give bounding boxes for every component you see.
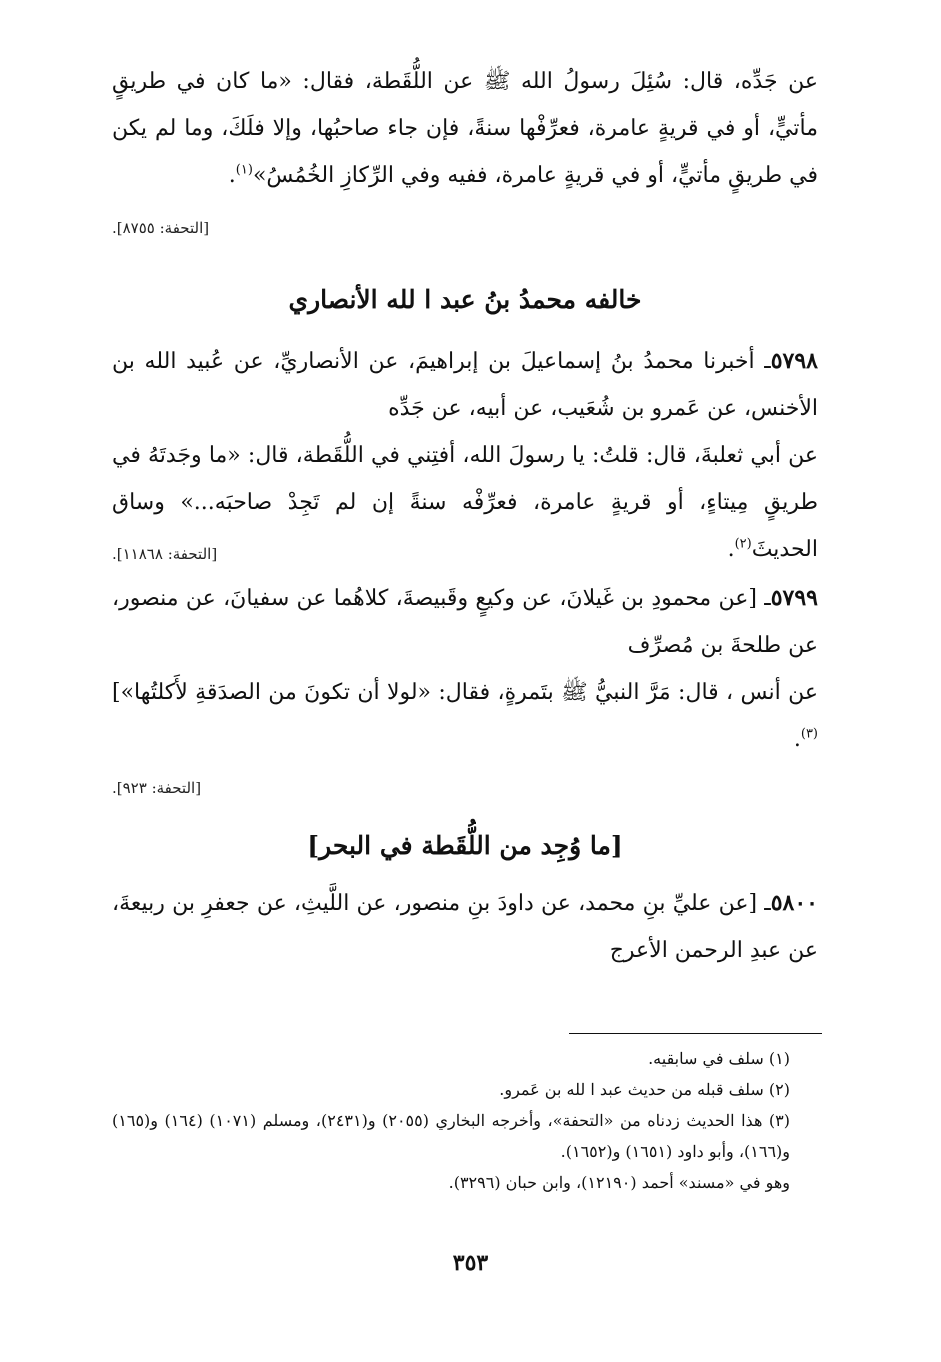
matn-text: عن أبي ثعلبةَ، قال: قلتُ: يا رسولَ الله، أفتِني في اللُّقَطة، قال: «ما وجَدتَهُ في طريقٍ مِيتاءٍ، أو قريةٍ عامرة، فعرِّفْه سنةً إن لم تَجِدْ صاحبَه...» وساق الحديثَ — [112, 443, 819, 562]
hadith-number: ٥٧٩٩ — [770, 585, 818, 611]
section-heading-1: خالفه محمدُ بنُ عبد ا لله الأنصاري — [288, 285, 642, 314]
hadith-5798-isnad — [112, 338, 818, 432]
hadith-number: ٥٧٩٨ — [770, 348, 818, 374]
footnote-ref-2: (٢) — [734, 536, 752, 552]
footnote-1: (١) سلف في سابقيه. — [648, 1049, 790, 1068]
footnote-3-continued: وهو في «مسند» أحمد (١٢١٩٠)، وابن حبان (٣٢٩٦). — [448, 1173, 790, 1192]
matn-text: عن أنس ، قال: مَرَّ النبيُّ ﷺ بتَمرةٍ، فقال: «لولا أن تكونَ من الصدَقةِ لأَكلتُها»] — [112, 680, 818, 705]
footnote-ref-1: (١) — [235, 162, 253, 178]
footnotes — [112, 1043, 818, 1198]
footnote-3: (٣) هذا الحديث زدناه من «التحفة»، وأخرجه البخاري (٢٠٥٥) و(٢٤٣١)، ومسلم (١٠٧١) (١٦٤) و(١٦٥) و(١٦٦)، وأبو داود (١٦٥١) و(١٦٥٢). — [112, 1111, 791, 1161]
tuhfa-reference-2: [التحفة: ١١٨٦٨]. — [112, 545, 218, 563]
isnad-text: ـ [عن عليِّ بنِ محمد، عن داودَ بنِ منصور، عن اللَّيثِ، عن جعفرِ بن ربيعةَ، عن عبدِ الرحمن الأعرج — [112, 891, 818, 963]
footnote-2: (٢) سلف قبله من حديث عبد ا لله بن عَمرو. — [499, 1080, 790, 1099]
isnad-text: ـ [عن محمودِ بن غَيلانَ، عن وكيعٍ وقَبيصةَ، كلاهُما عن سفيانَ، عن منصور، عن طلحةَ بن مُصرِّف — [112, 586, 818, 658]
section-heading-2: [ما وُجِد من اللُّقَطة في البحر] — [307, 831, 623, 860]
footnote-ref-3: (٣) — [800, 726, 818, 742]
isnad-text: ـ أخبرنا محمدُ بنُ إسماعيلَ بن إبراهيمَ، عن الأنصاريِّ، عن عُبيد الله بن الأخنس، عن عَمرو بن شُعَيب، عن أبيه، عن جَدِّه — [112, 349, 818, 421]
opening-paragraph — [112, 58, 818, 199]
tuhfa-reference-3: [التحفة: ٩٢٣]. — [112, 779, 202, 797]
hadith-5800-isnad — [112, 880, 818, 974]
paragraph-text: عن جَدِّه، قال: سُئِلَ رسولُ الله ﷺ عن اللُّقَطة، فقال: «ما كان في طريقٍ مأتيٍّ، أو في قريةٍ عامرة، فعرِّفْها سنةً، فإن جاء صاحبُها، وإلا فلَكَ، وما لم يكن في طريقٍ مأتيٍّ، أو في قريةٍ عامرة، ففيه وفي الرِّكازِ الخُمُسُ» — [112, 69, 819, 188]
hadith-number: ٥٨٠٠ — [770, 890, 818, 916]
hadith-5799-matn — [112, 669, 818, 763]
paragraph-end: . — [228, 163, 236, 188]
hadith-5799-isnad — [112, 575, 818, 669]
matn-end: . — [793, 727, 801, 752]
matn-end: . — [727, 537, 735, 562]
tuhfa-reference-1: [التحفة: ٨٧٥٥]. — [112, 219, 210, 237]
footnote-separator — [569, 1033, 822, 1034]
page-number: ٣٥٣ — [452, 1250, 489, 1276]
